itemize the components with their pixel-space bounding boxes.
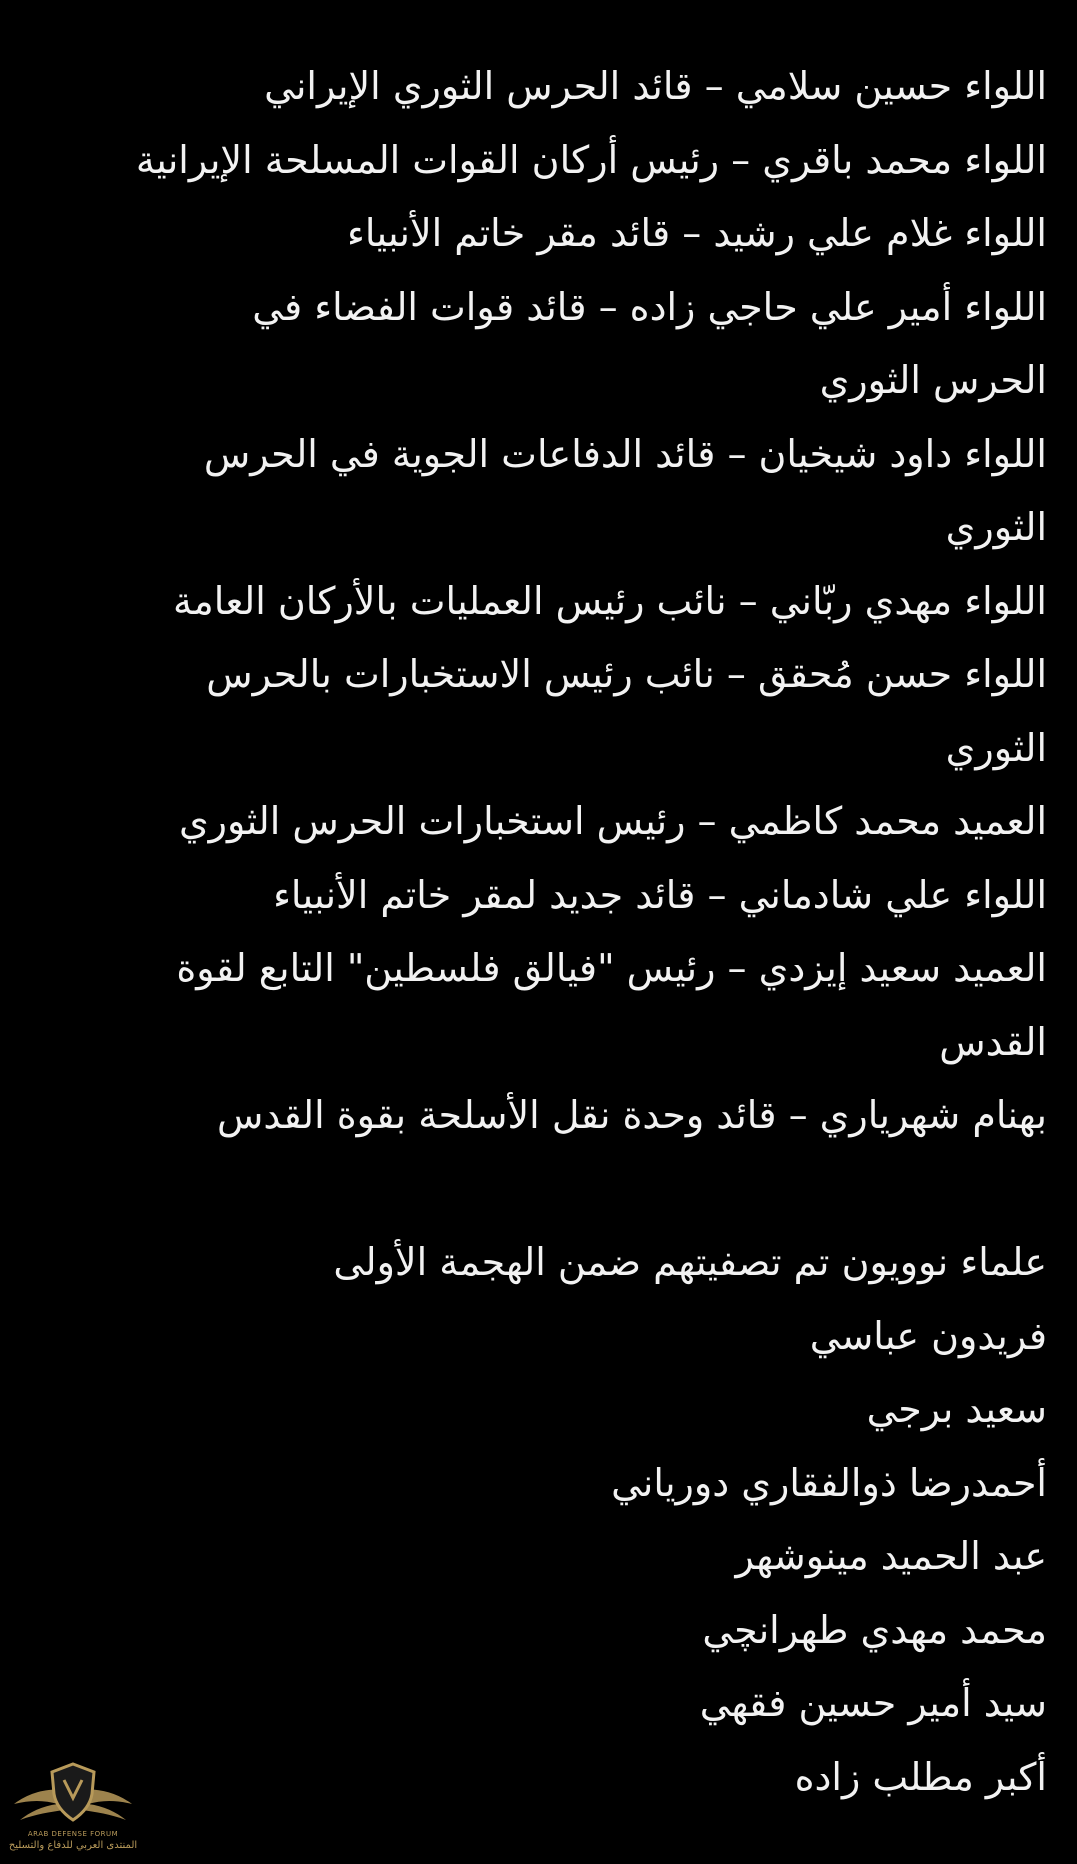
watermark-logo bbox=[8, 1760, 138, 1860]
text-line: اللواء حسين سلامي – قائد الحرس الثوري الإيراني bbox=[264, 64, 1047, 108]
text-line: الحرس الثوري bbox=[819, 358, 1047, 402]
text-line: بهنام شهرياري – قائد وحدة نقل الأسلحة بقوة القدس bbox=[217, 1093, 1047, 1137]
section-heading: علماء نوويون تم تصفيتهم ضمن الهجمة الأولى bbox=[333, 1240, 1047, 1284]
watermark-english-text: ARAB DEFENSE FORUM bbox=[27, 1830, 119, 1838]
text-line: اللواء أمير علي حاجي زاده – قائد قوات الفضاء في bbox=[252, 284, 1047, 329]
text-line: اللواء مهدي ربّاني – نائب رئيس العمليات بالأركان العامة bbox=[173, 578, 1047, 623]
blank-line bbox=[30, 1153, 1047, 1227]
text-line: عبد الحميد مينوشهر bbox=[735, 1534, 1047, 1578]
text-line: الثوري bbox=[945, 725, 1047, 770]
text-line: العميد محمد كاظمي – رئيس استخبارات الحرس الثوري bbox=[178, 799, 1047, 843]
text-line: القدس bbox=[939, 1019, 1047, 1064]
text-line: أكبر مطلب زاده bbox=[794, 1754, 1047, 1799]
text-line: اللواء محمد باقري – رئيس أركان القوات المسلحة الإيرانية bbox=[135, 137, 1047, 182]
text-line: سعيد برجي bbox=[866, 1387, 1047, 1431]
text-lines bbox=[30, 50, 1047, 1814]
shield-wings-icon bbox=[8, 1760, 138, 1830]
text-line: فريدون عباسي bbox=[809, 1313, 1047, 1358]
text-line: اللواء داود شيخيان – قائد الدفاعات الجوية في الحرس bbox=[203, 431, 1047, 476]
text-line: الثوري bbox=[945, 505, 1047, 549]
text-line: العميد سعيد إيزدي – رئيس "فيالق فلسطين" التابع لقوة bbox=[176, 946, 1047, 990]
watermark-arabic-text: المنتدى العربي للدفاع والتسليح bbox=[8, 1840, 138, 1851]
text-line: سيد أمير حسين فقهي bbox=[699, 1681, 1047, 1725]
text-line: اللواء غلام علي رشيد – قائد مقر خاتم الأنبياء bbox=[347, 211, 1047, 255]
text-line: أحمدرضا ذوالفقاري دورياني bbox=[611, 1460, 1047, 1505]
text-line: محمد مهدي طهرانچي bbox=[702, 1607, 1047, 1652]
text-line: اللواء حسن مُحقق – نائب رئيس الاستخبارات بالحرس bbox=[206, 652, 1047, 696]
text-line: اللواء علي شادماني – قائد جديد لمقر خاتم الأنبياء bbox=[273, 872, 1047, 917]
